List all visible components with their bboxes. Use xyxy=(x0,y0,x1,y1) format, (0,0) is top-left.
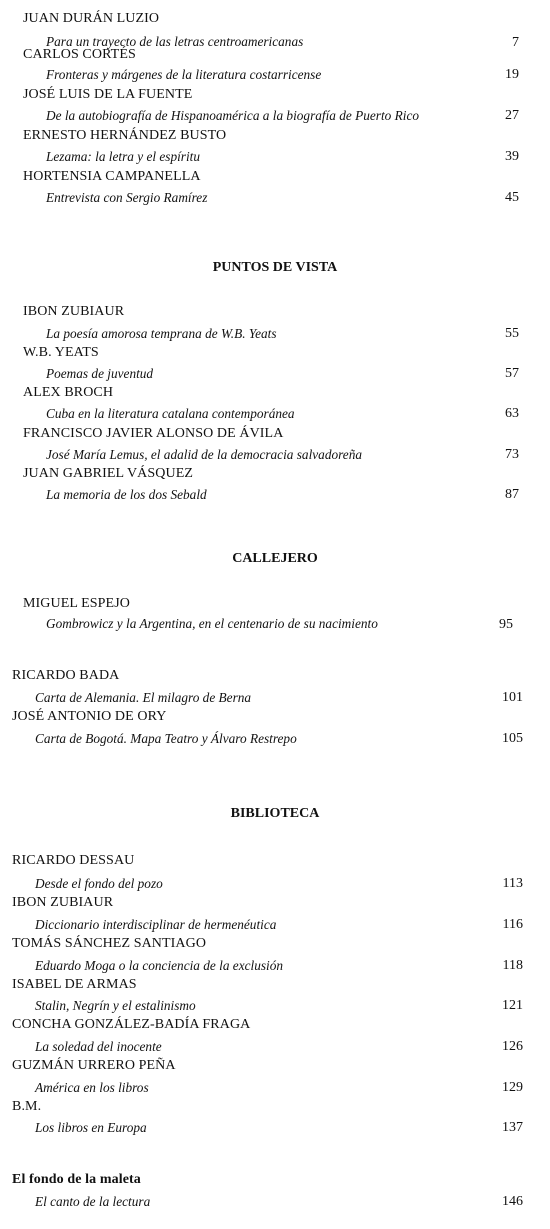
entry-title: El canto de la lectura xyxy=(35,1194,151,1209)
entry-page: 146 xyxy=(502,1194,523,1209)
entry-author: El fondo de la maleta xyxy=(12,1172,141,1187)
entry-author: RICARDO DESSAU xyxy=(12,853,135,868)
entry-title: De la autobiografía de Hispanoamérica a la biografía de Puerto Rico xyxy=(46,108,420,123)
entry-page: 129 xyxy=(502,1080,523,1095)
entry-page: 73 xyxy=(505,447,519,462)
entry-title: Los libros en Europa xyxy=(35,1120,147,1135)
entry-author: JUAN DURÁN LUZIO xyxy=(23,11,160,26)
entry-title: Diccionario interdisciplinar de hermenéutica xyxy=(35,917,277,932)
entry-author: MIGUEL ESPEJO xyxy=(23,596,130,611)
entry-page: 55 xyxy=(505,326,519,341)
entry-author: CONCHA GONZÁLEZ-BADÍA FRAGA xyxy=(12,1017,251,1032)
entry-page: 105 xyxy=(502,731,523,746)
entry-title: América en los libros xyxy=(35,1080,149,1095)
entry-page: 126 xyxy=(502,1039,523,1054)
entry-page: 121 xyxy=(502,998,523,1013)
section-heading: CALLEJERO xyxy=(232,551,318,566)
entry-author: IBON ZUBIAUR xyxy=(12,895,114,910)
entry-author: FRANCISCO JAVIER ALONSO DE ÁVILA xyxy=(23,426,284,441)
section-heading: BIBLIOTECA xyxy=(230,806,320,821)
entry-page: 19 xyxy=(505,67,519,82)
entry-author: JOSÉ LUIS DE LA FUENTE xyxy=(23,87,193,102)
entry-title: La poesía amorosa temprana de W.B. Yeats xyxy=(46,326,277,341)
entry-page: 87 xyxy=(505,487,519,502)
entry-title: Entrevista con Sergio Ramírez xyxy=(46,190,208,205)
entry-author: TOMÁS SÁNCHEZ SANTIAGO xyxy=(12,936,207,951)
entry-page: 113 xyxy=(502,876,523,891)
entry-title: Carta de Bogotá. Mapa Teatro y Álvaro Restrepo xyxy=(35,731,297,746)
entry-author: CARLOS CORTÉS xyxy=(23,47,136,62)
entry-page: 137 xyxy=(502,1120,523,1135)
entry-page: 7 xyxy=(512,35,519,50)
entry-title: La soledad del inocente xyxy=(35,1039,162,1054)
entry-author: JOSÉ ANTONIO DE ORY xyxy=(12,709,167,724)
entry-page: 95 xyxy=(499,617,513,632)
entry-author: W.B. YEATS xyxy=(23,345,99,360)
entry-author: ERNESTO HERNÁNDEZ BUSTO xyxy=(23,128,227,143)
entry-title: Cuba en la literatura catalana contemporánea xyxy=(46,406,295,421)
entry-page: 116 xyxy=(502,917,523,932)
entry-page: 39 xyxy=(505,149,519,164)
entry-title: Eduardo Moga o la conciencia de la exclusión xyxy=(35,958,284,973)
entry-title: Desde el fondo del pozo xyxy=(35,876,163,891)
entry-title: Fronteras y márgenes de la literatura costarricense xyxy=(46,67,322,82)
entry-author: JUAN GABRIEL VÁSQUEZ xyxy=(23,466,193,481)
entry-author: IBON ZUBIAUR xyxy=(23,304,125,319)
entry-author: RICARDO BADA xyxy=(12,668,120,683)
entry-author: HORTENSIA CAMPANELLA xyxy=(23,169,201,184)
entry-page: 63 xyxy=(505,406,519,421)
entry-title: Lezama: la letra y el espíritu xyxy=(46,149,201,164)
entry-page: 57 xyxy=(505,366,519,381)
entry-title: Poemas de juventud xyxy=(46,366,154,381)
entry-author: GUZMÁN URRERO PEÑA xyxy=(12,1058,176,1073)
entry-page: 45 xyxy=(505,190,519,205)
entry-author: ISABEL DE ARMAS xyxy=(12,977,137,992)
entry-page: 118 xyxy=(502,958,523,973)
entry-author: ALEX BROCH xyxy=(23,385,114,400)
section-heading: PUNTOS DE VISTA xyxy=(212,260,338,275)
entry-title: Carta de Alemania. El milagro de Berna xyxy=(35,690,252,705)
entry-title: La memoria de los dos Sebald xyxy=(46,487,207,502)
entry-title: Para un trayecto de las letras centroamericanas xyxy=(46,34,304,49)
entry-title: Stalin, Negrín y el estalinismo xyxy=(35,998,196,1013)
entry-page: 27 xyxy=(505,108,519,123)
entry-title: José María Lemus, el adalid de la democracia salvadoreña xyxy=(46,447,362,462)
entry-author: B.M. xyxy=(12,1099,42,1114)
entry-title: Gombrowicz y la Argentina, en el centenario de su nacimiento xyxy=(46,616,378,631)
entry-page: 101 xyxy=(502,690,523,705)
